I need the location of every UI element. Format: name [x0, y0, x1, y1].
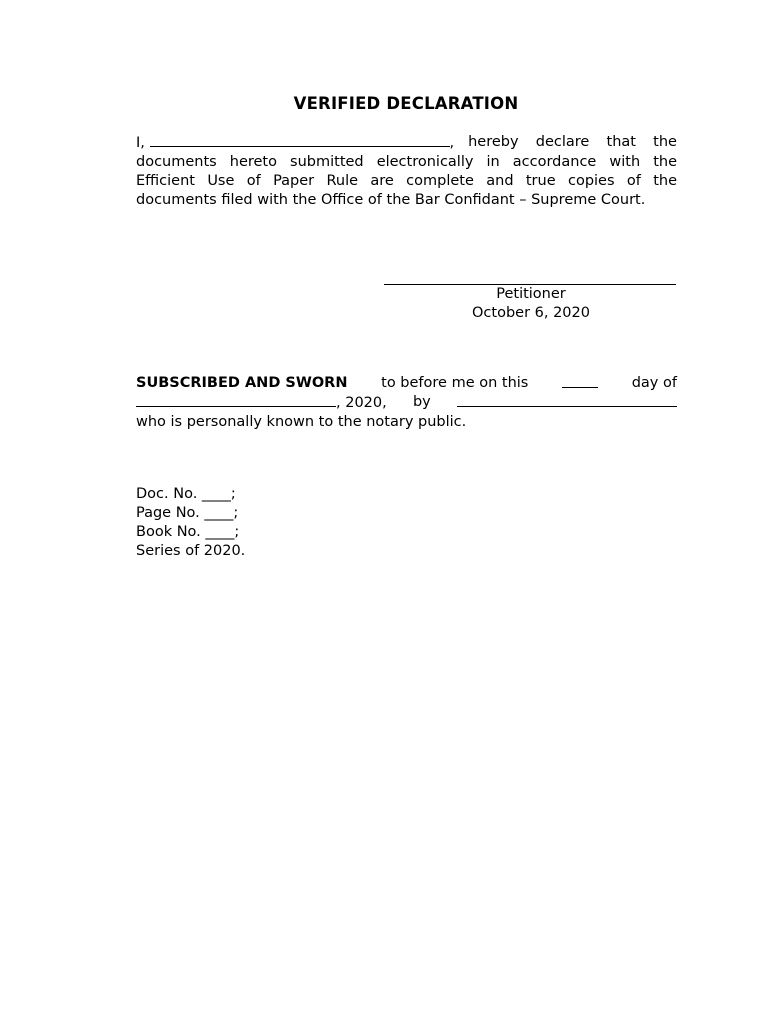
declaration-word: that [606, 134, 636, 150]
month-blank [136, 393, 336, 407]
declarant-prefix [136, 133, 454, 153]
day-blank [562, 374, 598, 388]
declaration-suffix-text: , [449, 135, 455, 151]
jurat-line1-a: to before me on this [381, 375, 529, 391]
jurat-line1-b: day of [631, 375, 677, 391]
signature-block [384, 284, 678, 323]
declaration-line1-tail [468, 133, 677, 153]
declaration-word: declare [535, 134, 590, 150]
page-no: Page No. ____; [136, 505, 239, 521]
jurat-line-3: who is personally known to the notary public. [136, 414, 467, 430]
jurat-month-group [136, 393, 387, 413]
jurat-bold-lead: SUBSCRIBED AND SWORN [136, 375, 348, 391]
doc-no: Doc. No. ____; [136, 486, 236, 502]
jurat-line-1 [136, 374, 677, 393]
signature-date: October 6, 2020 [472, 305, 590, 321]
jurat-paragraph [136, 374, 677, 432]
declaration-first-line [136, 133, 677, 153]
jurat-by: by [412, 394, 431, 410]
book-no: Book No. ____; [136, 524, 240, 540]
declaration-word: the [653, 134, 677, 150]
affiant-name-blank [457, 393, 677, 407]
declarant-name-blank [150, 133, 450, 147]
declaration-prefix-text: I, [136, 135, 145, 151]
document-title: VERIFIED DECLARATION [293, 94, 519, 113]
notarial-register [136, 485, 245, 561]
declaration-body-text: documents hereto submitted electronically in accordance with the Efficient Use of Paper Rule are complete and true copies of the documents filed with the Office of the Bar Confidant – Supreme Court. [136, 154, 677, 208]
signature-role: Petitioner [496, 286, 566, 302]
jurat-year: , 2020, [336, 395, 387, 411]
declaration-paragraph [136, 133, 677, 210]
series: Series of 2020. [136, 543, 246, 559]
jurat-line-2 [136, 393, 677, 413]
declaration-word: hereby [468, 134, 519, 150]
